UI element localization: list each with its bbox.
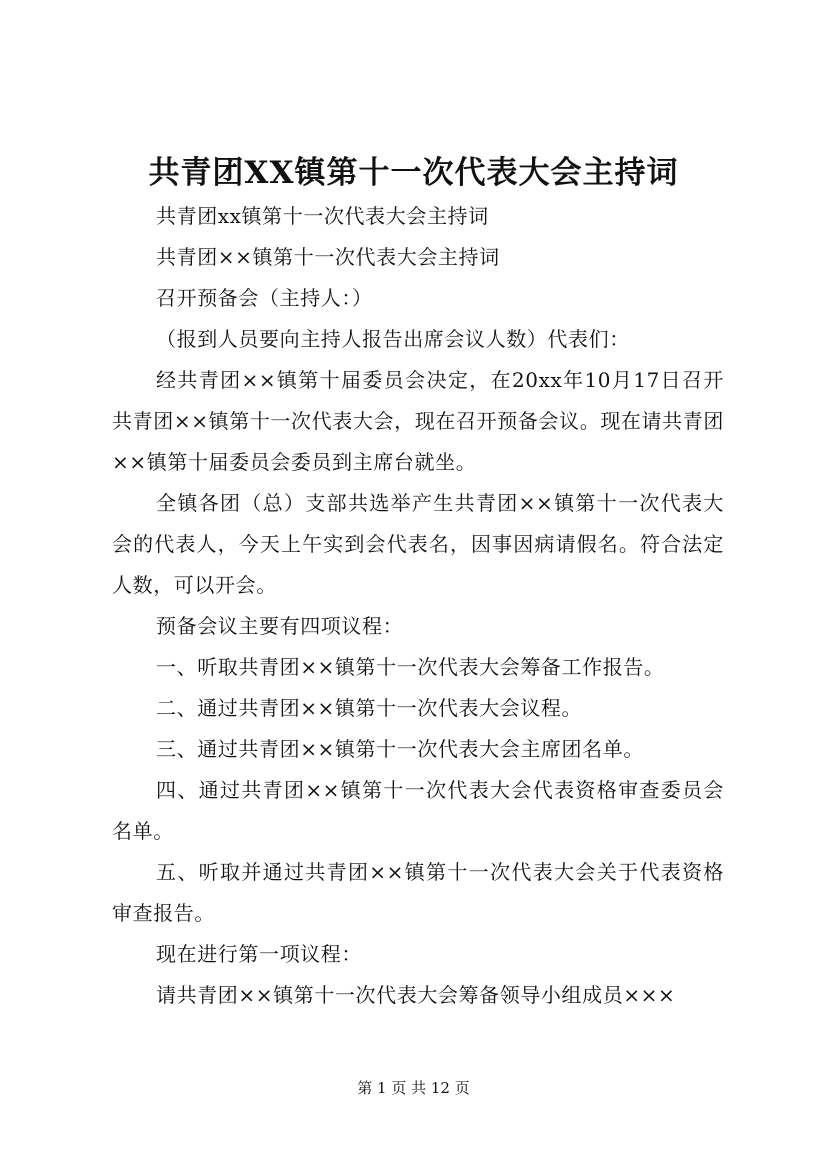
agenda-item-2: 二、通过共青团××镇第十一次代表大会议程。	[156, 696, 583, 720]
paragraph-6: 全镇各团（总）支部共选举产生共青团××镇第十一次代表大会的代表人，今天上午实到会代表名，因事因病请假名。符合法定人数，可以开会。	[112, 491, 724, 597]
document-title: 共青团XX镇第十一次代表大会主持词	[148, 155, 679, 191]
agenda-item-1: 一、听取共青团××镇第十一次代表大会筹备工作报告。	[156, 655, 665, 679]
paragraph-3: 召开预备会（主持人：）	[156, 286, 373, 310]
agenda-item-4: 四、通过共青团××镇第十一次代表大会代表资格审查委员会名单。	[112, 778, 724, 843]
paragraph-13: 现在进行第一项议程：	[156, 942, 362, 966]
paragraph-2: 共青团××镇第十一次代表大会主持词	[156, 245, 500, 269]
paragraph-4: （报到人员要向主持人报告出席会议人数）代表们：	[156, 327, 630, 351]
paragraph-7: 预备会议主要有四项议程：	[156, 614, 404, 638]
agenda-item-5: 五、听取并通过共青团××镇第十一次代表大会关于代表资格审查报告。	[112, 860, 724, 925]
paragraph-5: 经共青团××镇第十届委员会决定，在20xx年10月17日召开共青团××镇第十一次代表大会，现在召开预备会议。现在请共青团××镇第十届委员会委员到主席台就坐。	[112, 368, 724, 474]
agenda-item-3: 三、通过共青团××镇第十一次代表大会主席团名单。	[156, 737, 644, 761]
paragraph-14: 请共青团××镇第十一次代表大会筹备领导小组成员×××	[156, 983, 676, 1007]
document-body	[112, 196, 724, 1016]
paragraph-1: 共青团xx镇第十一次代表大会主持词	[156, 204, 489, 228]
page-number-footer: 第 1 页 共 12 页	[357, 1079, 470, 1097]
